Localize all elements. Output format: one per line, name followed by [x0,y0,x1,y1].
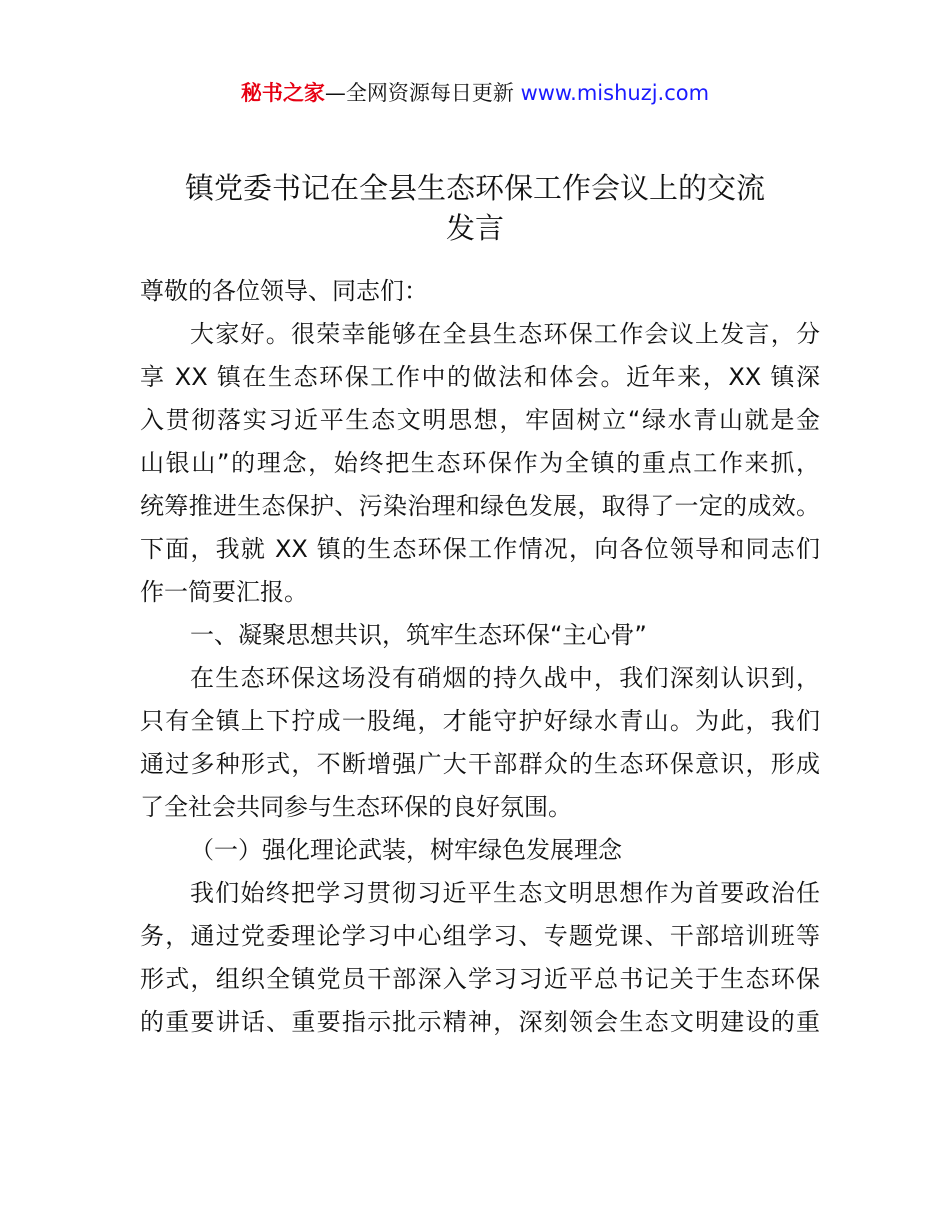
text-line: 作一简要汇报。 [140,578,308,606]
text-line: 统筹推进生态保护、污染治理和绿色发展，取得了一定的成效。 [140,492,820,520]
site-url-link[interactable]: www.mishuzj.com [520,81,710,105]
document-title [120,168,830,248]
heading-line: （一）强化理论武装，树牢绿色发展理念 [190,836,622,864]
site-header [0,76,950,110]
text-line: 下面，我就 XX 镇的生态环保工作情况，向各位领导和同志们 [140,535,820,563]
salutation-line: 尊敬的各位领导、同志们： [140,277,428,305]
salutation [140,270,820,313]
text-line: 入贯彻落实习近平生态文明思想，牢固树立“绿水青山就是金 [140,406,820,434]
text-line: 了全社会共同参与生态环保的良好氛围。 [140,793,572,821]
text-line: 我们始终把学习贯彻习近平生态文明思想作为首要政治任 [190,879,820,907]
text-line: 享 XX 镇在生态环保工作中的做法和体会。近年来，XX 镇深 [140,363,820,391]
text-line: 大家好。很荣幸能够在全县生态环保工作会议上发言，分 [190,320,820,348]
title-line-1: 镇党委书记在全县生态环保工作会议上的交流 [184,171,765,205]
paragraph-subsection-1 [140,872,820,1044]
text-line: 山银山”的理念，始终把生态环保作为全镇的重点工作来抓， [140,449,820,477]
heading-line: 一、凝聚思想共识，筑牢生态环保“主心骨” [190,621,647,649]
paragraph-section-1 [140,657,820,829]
paragraph-intro [140,313,820,614]
section-heading-1 [140,614,820,657]
document-body [140,270,820,1044]
text-line: 务，通过党委理论学习中心组学习、专题党课、干部培训班等 [140,922,820,950]
text-line: 在生态环保这场没有硝烟的持久战中，我们深刻认识到， [190,664,820,692]
text-line: 只有全镇上下拧成一股绳，才能守护好绿水青山。为此，我们 [140,707,820,735]
header-tagline: —全网资源每日更新 [324,81,521,105]
subsection-heading-1 [140,829,820,872]
text-line: 的重要讲话、重要指示批示精神，深刻领会生态文明建设的重 [140,1008,820,1036]
text-line: 形式，组织全镇党员干部深入学习习近平总书记关于生态环保 [140,965,820,993]
brand-name: 秘书之家 [240,81,325,105]
text-line: 通过多种形式，不断增强广大干部群众的生态环保意识，形成 [140,750,820,778]
title-line-2: 发言 [445,211,504,245]
